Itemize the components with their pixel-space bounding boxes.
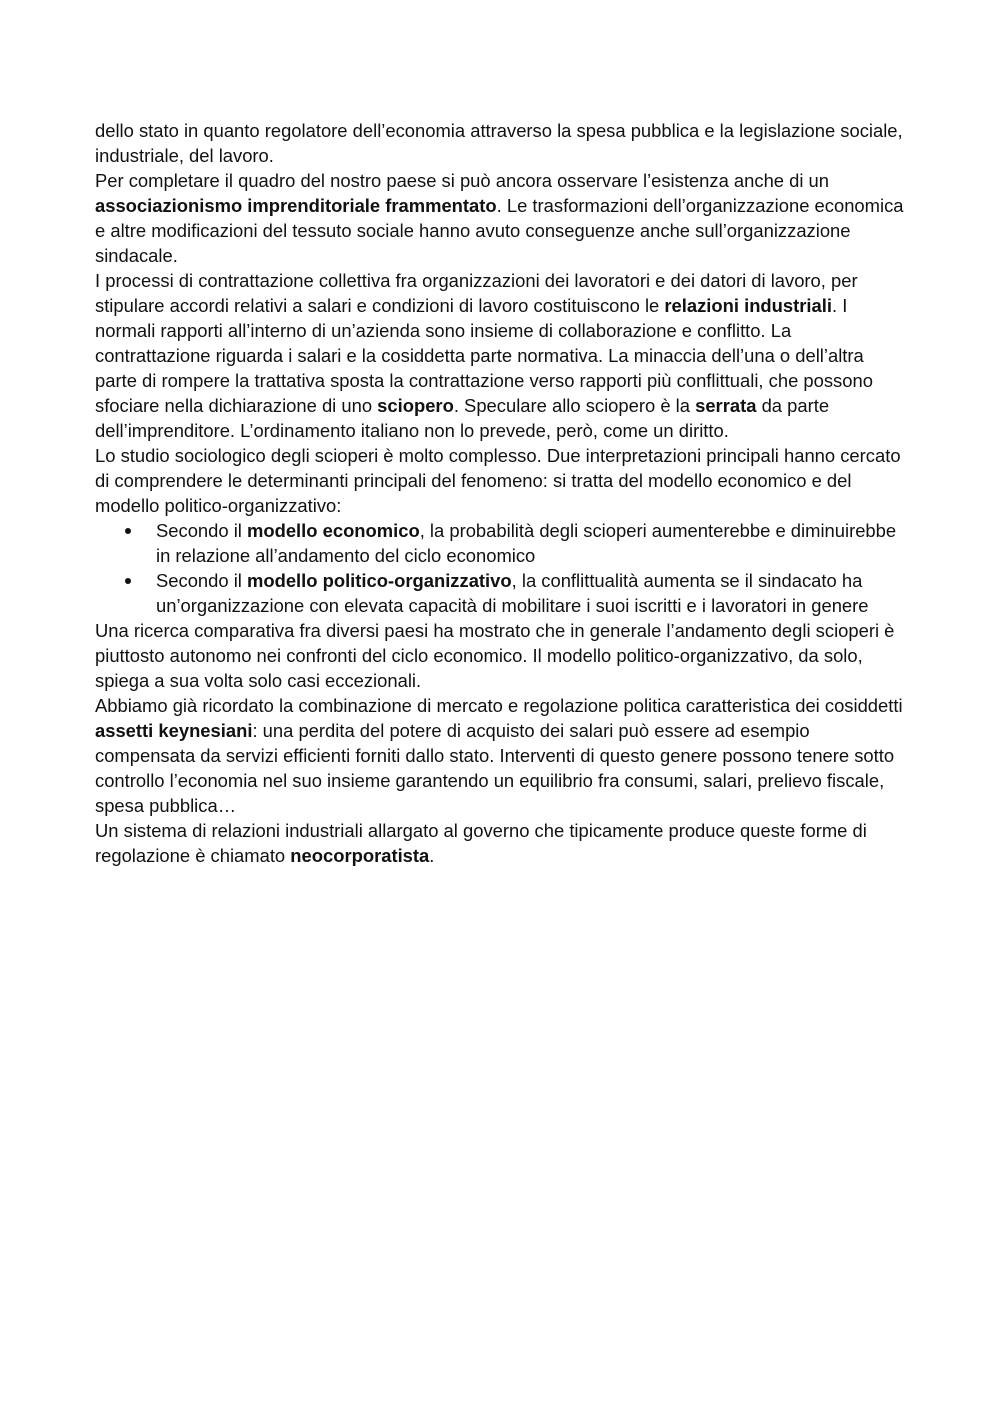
bold-term-assetti-keynesiani: assetti keynesiani [95,720,253,741]
list-item [95,518,910,568]
paragraph-text: Una ricerca comparativa fra diversi paesi ha mostrato che in generale l’andamento degli scioperi è piuttosto autonomo nei confronti del ciclo economico. Il modello politico-organizzativo, da solo, spiega a sua volta solo casi eccezionali. [95,620,895,691]
bold-term-relazioni-industriali: relazioni industriali [664,295,832,316]
paragraph-text: Abbiamo già ricordato la combinazione di mercato e regolazione politica caratteristica dei cosiddetti [95,695,903,716]
paragraph-relazioni-industriali [95,268,910,443]
paragraph-text: dello stato in quanto regolatore dell’economia attraverso la spesa pubblica e la legislazione sociale, industriale, del lavoro. [95,120,903,166]
document-page [95,118,910,868]
list-item-text: Secondo il [156,570,247,591]
paragraph-text: : una perdita del potere di acquisto dei salari può essere ad esempio compensata da servizi efficienti forniti dallo stato. Interventi di questo genere possono tenere sotto controllo l’economia nel suo insieme garantendo un equilibrio fra consumi, salari, prelievo fiscale, spesa pubblica… [95,720,895,816]
paragraph-ricerca-comparativa [95,618,910,693]
bold-term-modello-economico: modello economico [247,520,420,541]
paragraph-text: . Speculare allo sciopero è la [453,395,696,416]
list-item-text: , la probabilità degli scioperi aumenterebbe e diminuirebbe in relazione all’andamento del ciclo economico [156,520,897,566]
paragraph-text: . [429,845,435,866]
bullet-icon [125,528,131,534]
paragraph-text: da parte dell’imprenditore. L’ordinamento italiano non lo prevede, però, come un diritto. [95,395,830,441]
paragraph-text: Un sistema di relazioni industriali allargato al governo che tipicamente produce queste forme di regolazione è chiamato [95,820,867,866]
list-item [95,568,910,618]
bullet-icon [125,578,131,584]
paragraph-stato-regolatore [95,118,910,168]
bullet-list-modelli [95,518,910,618]
paragraph-text: I processi di contrattazione collettiva fra organizzazioni dei lavoratori e dei datori di lavoro, per stipulare accordi relativi a salari e condizioni di lavoro costituiscono le [95,270,858,316]
bold-term-neocorporatista: neocorporatista [290,845,430,866]
paragraph-assetti-keynesiani [95,693,910,818]
list-item-text: Secondo il [156,520,247,541]
paragraph-neocorporatista [95,818,910,868]
list-item-text: , la conflittualità aumenta se il sindacato ha un’organizzazione con elevata capacità di mobilitare i suoi iscritti e i lavoratori in genere [156,570,869,616]
bold-term-serrata: serrata [695,395,757,416]
paragraph-studio-scioperi [95,443,910,518]
paragraph-associazionismo [95,168,910,268]
paragraph-text: . I normali rapporti all’interno di un’azienda sono insieme di collaborazione e conflitto. La contrattazione riguarda i salari e la cosiddetta parte normativa. La minaccia dell’una o dell’altra parte di rompere la trattativa sposta la contrattazione verso rapporti più conflittuali, che possono sfociare nella dichiarazione di uno [95,295,873,416]
bold-term-modello-politico-organizzativo: modello politico-organizzativo [247,570,512,591]
paragraph-text: Per completare il quadro del nostro paese si può ancora osservare l’esistenza anche di un [95,170,830,191]
paragraph-text: . Le trasformazioni dell’organizzazione economica e altre modificazioni del tessuto sociale hanno avuto conseguenze anche sull’organizzazione sindacale. [95,195,904,266]
bold-term-associazionismo: associazionismo imprenditoriale frammentato [95,195,497,216]
bold-term-sciopero: sciopero [377,395,454,416]
paragraph-text: Lo studio sociologico degli scioperi è molto complesso. Due interpretazioni principali hanno cercato di comprendere le determinanti principali del fenomeno: si tratta del modello economico e del modello politico-organizzativo: [95,445,901,516]
